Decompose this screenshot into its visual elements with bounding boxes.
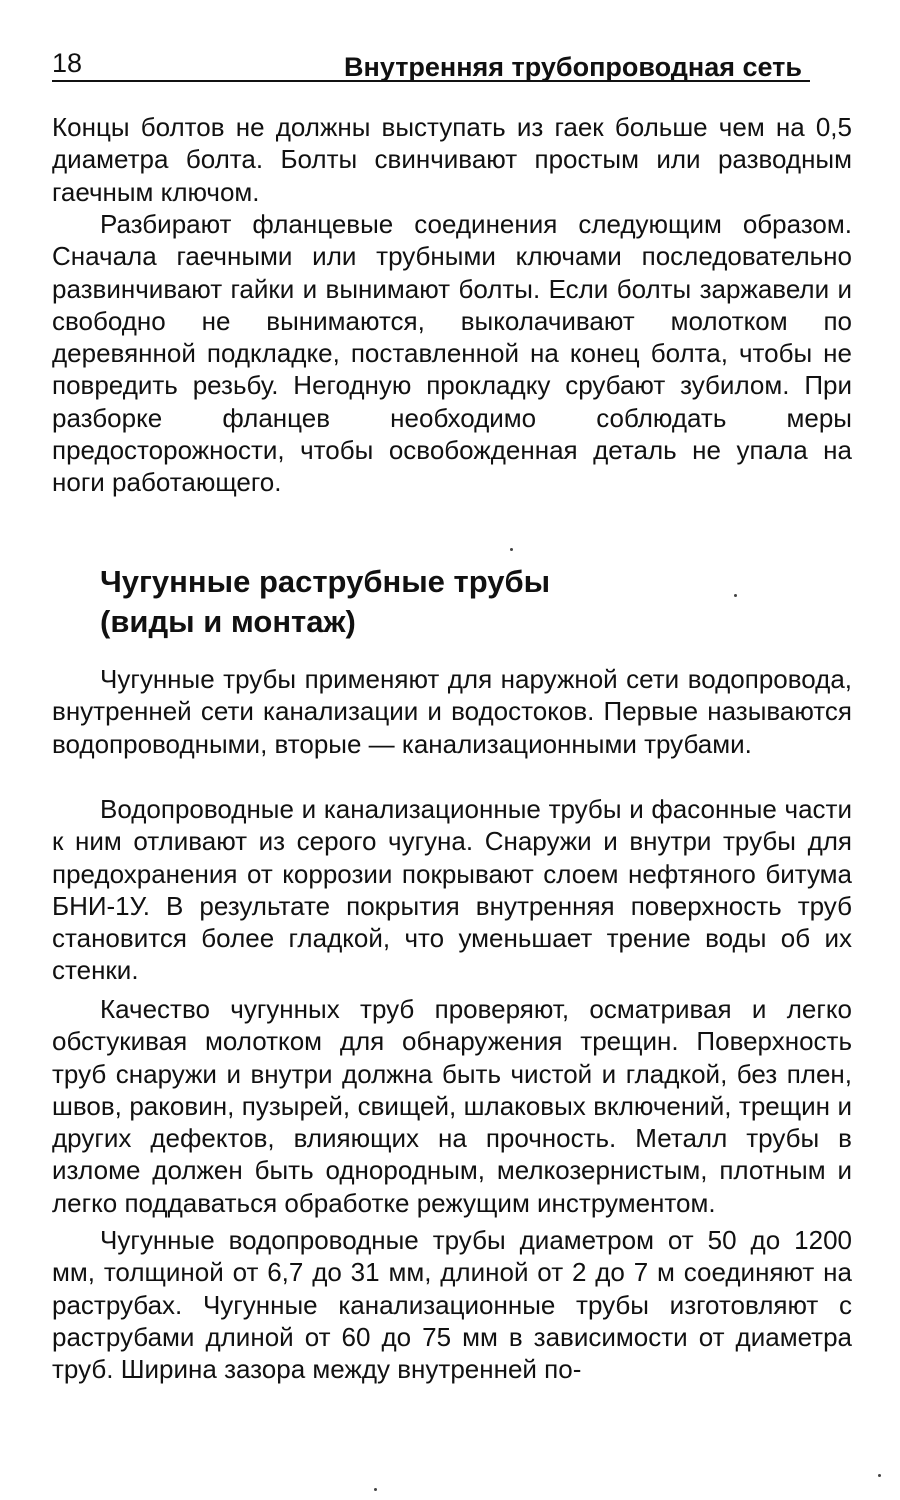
paragraph-cast-iron-usage (52, 663, 852, 760)
running-header (52, 44, 810, 82)
section-heading-line-2: (виды и монтаж) (100, 604, 356, 639)
print-speck (510, 548, 513, 551)
running-title: Внутренняя трубопроводная сеть (344, 52, 802, 82)
paragraph-text: Чугунные водопроводные трубы диаметром от 50 до 1200 мм, толщиной от 6,7 до 31 мм, длиной от 2 до 7 м соединяют на раструбах. Чугунные канализационные трубы изготовляют с раструбами длиной от 60 до 75 мм в зависимости от диаметра труб. Ширина зазора между внутренней по- (52, 1225, 852, 1385)
section-heading-line-1: Чугунные раструбные трубы (100, 564, 551, 599)
print-speck (374, 1488, 377, 1491)
print-speck (878, 1474, 881, 1477)
paragraph-pipe-coating (52, 793, 852, 987)
paragraph-bolt-ends (52, 111, 852, 208)
print-speck (734, 594, 737, 597)
paragraph-text: Чугунные трубы применяют для наружной сети водопровода, внутренней сети канализации и водостоков. Первые называются водопроводными, вторые — канализационными трубами. (52, 664, 852, 759)
paragraph-quality-check (52, 993, 852, 1219)
paragraph-text: Разбирают фланцевые соединения следующим образом. Сначала гаечными или трубными ключами последовательно развинчивают гайки и вынимают болты. Если болты заржавели и свободно не вынимаются, выколачивают молотком по деревянной подкладке, поставленной на конец болта, чтобы не повредить резьбу. Негодную прокладку срубают зубилом. При разборке фланцев необходимо соблюдать меры предосторожности, чтобы освобожденная деталь не упала на ноги работающего. (52, 209, 852, 498)
paragraph-flange-disassembly (52, 208, 852, 499)
paragraph-pipe-dimensions (52, 1224, 852, 1385)
paragraph-text: Качество чугунных труб проверяют, осматривая и легко обстукивая молотком для обнаружения трещин. Поверхность труб снаружи и внутри должна быть чистой и гладкой, без плен, швов, раковин, пузырей, свищей, шлаковых включений, трещин и других дефектов, влияющих на прочность. Металл трубы в изломе должен быть однородным, мелкозернистым, плотным и легко поддаваться обработке режущим инструментом. (52, 994, 852, 1218)
paragraph-text: Водопроводные и канализационные трубы и фасонные части к ним отливают из серого чугуна. Снаружи и внутри трубы для предохранения от коррозии покрывают слоем нефтяного битума БНИ-1У. В результате покрытия внутренняя поверхность труб становится более гладкой, что уменьшает трение воды об их стенки. (52, 794, 852, 986)
section-heading (100, 562, 700, 642)
paragraph-text: Концы болтов не должны выступать из гаек больше чем на 0,5 диаметра болта. Болты свинчивают простым или разводным гаечным ключом. (52, 112, 852, 207)
page-number: 18 (52, 48, 83, 78)
